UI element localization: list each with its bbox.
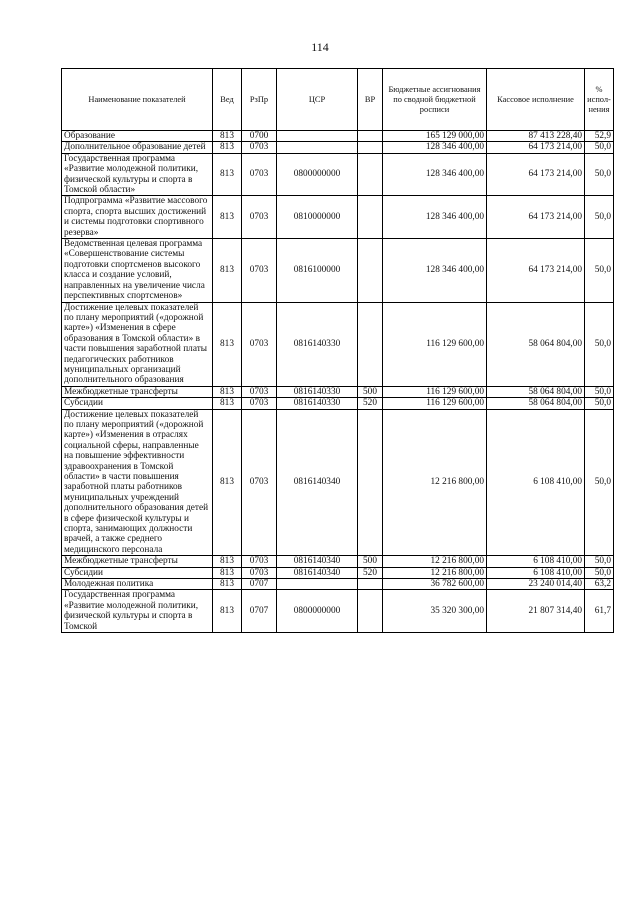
- row-csr: 0816140340: [277, 409, 358, 556]
- table-row: [62, 131, 614, 142]
- row-ved: 813: [213, 131, 242, 142]
- row-assigned: 12 216 800,00: [383, 567, 487, 578]
- row-cash: 21 807 314,40: [487, 590, 585, 633]
- row-vr: 500: [358, 386, 383, 397]
- row-rzpr: 0703: [242, 239, 277, 302]
- row-percent: 50,0: [585, 153, 614, 196]
- table-row: [62, 579, 614, 590]
- row-assigned: 128 346 400,00: [383, 196, 487, 239]
- row-name: Межбюджетные трансферты: [62, 556, 213, 567]
- row-percent: 50,0: [585, 302, 614, 386]
- row-rzpr: 0703: [242, 153, 277, 196]
- row-csr: 0810000000: [277, 196, 358, 239]
- row-assigned: 128 346 400,00: [383, 153, 487, 196]
- row-ved: 813: [213, 409, 242, 556]
- row-rzpr: 0707: [242, 590, 277, 633]
- row-cash: 58 064 804,00: [487, 398, 585, 409]
- row-ved: 813: [213, 398, 242, 409]
- row-ved: 813: [213, 556, 242, 567]
- row-percent: 50,0: [585, 409, 614, 556]
- row-assigned: 165 129 000,00: [383, 131, 487, 142]
- row-rzpr: 0703: [242, 567, 277, 578]
- row-csr: 0816140330: [277, 386, 358, 397]
- row-percent: 63,2: [585, 579, 614, 590]
- header-cash: Кассовое исполнение: [487, 69, 585, 131]
- table-row: [62, 567, 614, 578]
- row-name: Межбюджетные трансферты: [62, 386, 213, 397]
- row-ved: 813: [213, 590, 242, 633]
- row-percent: 50,0: [585, 567, 614, 578]
- header-ved: Вед: [213, 69, 242, 131]
- row-ved: 813: [213, 302, 242, 386]
- row-rzpr: 0703: [242, 386, 277, 397]
- row-cash: 6 108 410,00: [487, 409, 585, 556]
- row-rzpr: 0707: [242, 579, 277, 590]
- row-rzpr: 0703: [242, 142, 277, 153]
- row-csr: 0800000000: [277, 153, 358, 196]
- header-assigned: Бюджетные ассигнования по сводной бюджетной росписи: [383, 69, 487, 131]
- table-row: [62, 196, 614, 239]
- header-csr: ЦСР: [277, 69, 358, 131]
- header-rzpr: РзПр: [242, 69, 277, 131]
- row-name: Образование: [62, 131, 213, 142]
- row-name: Государственная программа «Развитие молодежной политики, физической культуры и спорта в Томской: [62, 590, 213, 633]
- header-name: Наименование показателей: [62, 69, 213, 131]
- row-assigned: 116 129 600,00: [383, 386, 487, 397]
- row-vr: 520: [358, 398, 383, 409]
- row-name: Подпрограмма «Развитие массового спорта, спорта высших достижений и системы подготовки спортивного резерва»: [62, 196, 213, 239]
- row-cash: 58 064 804,00: [487, 302, 585, 386]
- row-percent: 50,0: [585, 142, 614, 153]
- row-percent: 50,0: [585, 556, 614, 567]
- row-assigned: 128 346 400,00: [383, 239, 487, 302]
- table-row: [62, 239, 614, 302]
- row-csr: [277, 142, 358, 153]
- row-name: Субсидии: [62, 567, 213, 578]
- table-row: [62, 386, 614, 397]
- row-csr: 0816140340: [277, 556, 358, 567]
- row-cash: 23 240 014,40: [487, 579, 585, 590]
- row-vr: [358, 579, 383, 590]
- row-cash: 64 173 214,00: [487, 196, 585, 239]
- row-vr: [358, 131, 383, 142]
- row-vr: [358, 142, 383, 153]
- row-name: Дополнительное образование детей: [62, 142, 213, 153]
- budget-execution-table: [61, 68, 614, 633]
- row-csr: 0816140340: [277, 567, 358, 578]
- row-cash: 64 173 214,00: [487, 153, 585, 196]
- row-csr: [277, 579, 358, 590]
- row-percent: 50,0: [585, 386, 614, 397]
- table-row: [62, 302, 614, 386]
- row-vr: [358, 196, 383, 239]
- row-name: Субсидии: [62, 398, 213, 409]
- row-cash: 6 108 410,00: [487, 567, 585, 578]
- row-name: Достижение целевых показателей по плану мероприятий («дорожной карте») «Изменения в отраслях социальной сферы, направленные на повышение эффективности здравоохранения в Томской области» в части повышения заработной платы работников муниципальных учреждений дополнительного образования детей в сфере физической культуры и спорта, занимающих должности врачей, а также среднего медицинского персонала: [62, 409, 213, 556]
- row-rzpr: 0700: [242, 131, 277, 142]
- row-vr: [358, 590, 383, 633]
- row-ved: 813: [213, 196, 242, 239]
- row-vr: 520: [358, 567, 383, 578]
- row-csr: 0816140330: [277, 398, 358, 409]
- table-row: [62, 590, 614, 633]
- row-vr: [358, 239, 383, 302]
- row-name: Ведомственная целевая программа «Совершенствование системы подготовки спортсменов высокого класса и создание условий, направленных на увеличение числа перспективных спортсменов»: [62, 239, 213, 302]
- row-ved: 813: [213, 579, 242, 590]
- row-ved: 813: [213, 153, 242, 196]
- row-assigned: 12 216 800,00: [383, 556, 487, 567]
- row-cash: 6 108 410,00: [487, 556, 585, 567]
- row-ved: 813: [213, 142, 242, 153]
- row-csr: [277, 131, 358, 142]
- row-csr: 0816100000: [277, 239, 358, 302]
- row-assigned: 116 129 600,00: [383, 302, 487, 386]
- row-ved: 813: [213, 386, 242, 397]
- row-percent: 50,0: [585, 398, 614, 409]
- row-assigned: 12 216 800,00: [383, 409, 487, 556]
- row-cash: 58 064 804,00: [487, 386, 585, 397]
- row-percent: 61,7: [585, 590, 614, 633]
- row-vr: [358, 409, 383, 556]
- row-vr: [358, 302, 383, 386]
- row-cash: 64 173 214,00: [487, 239, 585, 302]
- row-cash: 87 413 228,40: [487, 131, 585, 142]
- row-assigned: 35 320 300,00: [383, 590, 487, 633]
- table-row: [62, 398, 614, 409]
- row-name: Государственная программа «Развитие молодежной политики, физической культуры и спорта в Томской области»: [62, 153, 213, 196]
- row-assigned: 36 782 600,00: [383, 579, 487, 590]
- header-percent: % испол-нения: [585, 69, 614, 131]
- row-assigned: 128 346 400,00: [383, 142, 487, 153]
- table-row: [62, 142, 614, 153]
- row-rzpr: 0703: [242, 409, 277, 556]
- row-csr: 0816140330: [277, 302, 358, 386]
- row-csr: 0800000000: [277, 590, 358, 633]
- row-rzpr: 0703: [242, 196, 277, 239]
- table-header-row: [62, 69, 614, 131]
- header-vr: ВР: [358, 69, 383, 131]
- row-cash: 64 173 214,00: [487, 142, 585, 153]
- row-vr: [358, 153, 383, 196]
- table-row: [62, 153, 614, 196]
- row-vr: 500: [358, 556, 383, 567]
- table-row: [62, 409, 614, 556]
- page-number: 114: [311, 40, 329, 54]
- row-name: Достижение целевых показателей по плану мероприятий («дорожной карте») «Изменения в сфере образования в Томской области» в части повышения заработной платы педагогических работников муниципальных организаций дополнительного образования: [62, 302, 213, 386]
- row-rzpr: 0703: [242, 556, 277, 567]
- row-percent: 50,0: [585, 239, 614, 302]
- row-percent: 50,0: [585, 196, 614, 239]
- table-row: [62, 556, 614, 567]
- row-rzpr: 0703: [242, 302, 277, 386]
- row-name: Молодежная политика: [62, 579, 213, 590]
- row-rzpr: 0703: [242, 398, 277, 409]
- row-assigned: 116 129 600,00: [383, 398, 487, 409]
- row-percent: 52,9: [585, 131, 614, 142]
- row-ved: 813: [213, 567, 242, 578]
- row-ved: 813: [213, 239, 242, 302]
